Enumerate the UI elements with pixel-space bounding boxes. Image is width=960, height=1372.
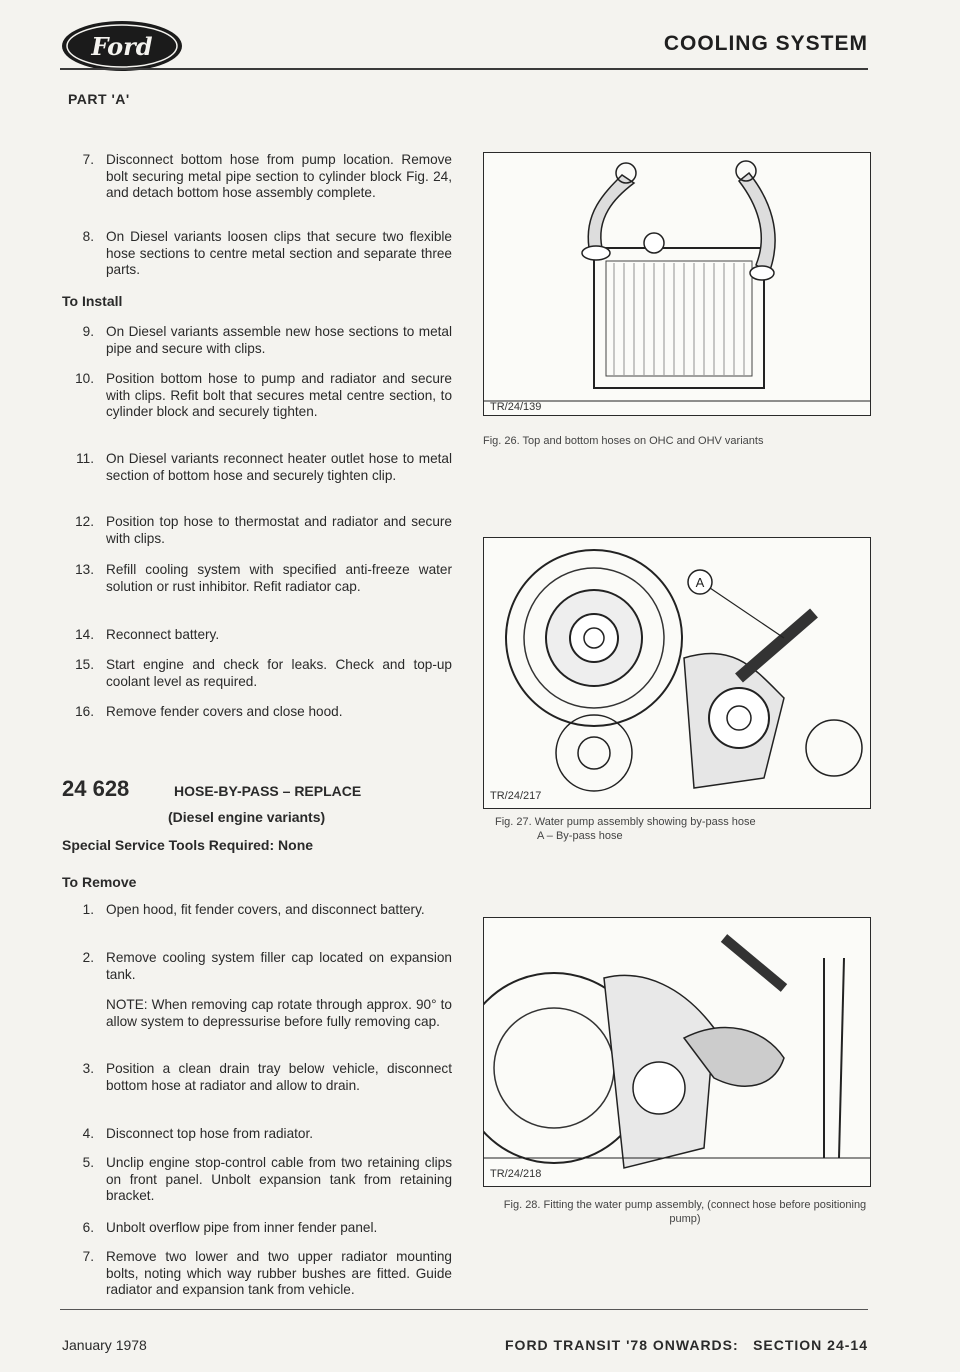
step-number: 13. bbox=[75, 562, 94, 577]
step-text: On Diesel variants loosen clips that secure two flexible hose sections to centre metal section and separate three parts. bbox=[106, 229, 452, 278]
figure-fitting-pump bbox=[483, 917, 871, 1187]
radiator-hoses-illustration bbox=[484, 153, 870, 415]
svg-text:Ford: Ford bbox=[91, 32, 153, 61]
procedure-title: HOSE-BY-PASS – REPLACE bbox=[174, 783, 362, 799]
step-text: Remove cooling system filler cap located on expansion tank. bbox=[106, 950, 452, 982]
footer-book-title: FORD TRANSIT '78 ONWARDS: bbox=[505, 1337, 739, 1353]
procedure-heading bbox=[62, 776, 362, 825]
step-number: 4. bbox=[82, 1126, 94, 1141]
step-text: Open hood, fit fender covers, and disconnect battery. bbox=[106, 902, 425, 917]
step-number: 7. bbox=[82, 1249, 94, 1264]
note-text: NOTE: When removing cap rotate through approx. 90° to allow system to depressurise before fully removing cap. bbox=[106, 997, 452, 1029]
figure-ref: TR/24/217 bbox=[490, 790, 542, 802]
step-text: Unbolt overflow pipe from inner fender panel. bbox=[106, 1220, 378, 1235]
step-number: 1. bbox=[82, 902, 94, 917]
step-text: Position a clean drain tray below vehicle, disconnect bottom hose at radiator and allow to drain. bbox=[106, 1061, 452, 1093]
step-number: 14. bbox=[75, 627, 94, 642]
step-text: Remove fender covers and close hood. bbox=[106, 704, 343, 719]
footer-section: SECTION 24-14 bbox=[753, 1337, 868, 1353]
step-text: Remove two lower and two upper radiator mounting bolts, noting which way rubber bushes are fitted. Guide radiator and expansion tank from vehicle. bbox=[106, 1249, 452, 1298]
section-title: COOLING SYSTEM bbox=[663, 32, 868, 55]
footer-date: January 1978 bbox=[62, 1337, 147, 1353]
ford-logo bbox=[60, 18, 184, 74]
header-rule bbox=[60, 68, 868, 70]
step-number: 5. bbox=[82, 1155, 94, 1170]
remove-heading: To Remove bbox=[62, 874, 137, 890]
part-heading: PART 'A' bbox=[68, 91, 130, 107]
step-text: Position top hose to thermostat and radiator and secure with clips. bbox=[106, 514, 452, 546]
step-number: 8. bbox=[82, 229, 94, 244]
step-text: Start engine and check for leaks. Check and top-up coolant level as required. bbox=[106, 657, 452, 689]
step-number: 12. bbox=[75, 514, 94, 529]
step-text: Refill cooling system with specified anti-freeze water solution or rust inhibitor. Refit radiator cap. bbox=[106, 562, 452, 594]
procedure-subtitle: (Diesel engine variants) bbox=[168, 809, 326, 825]
figure-water-pump bbox=[483, 537, 871, 809]
water-pump-illustration bbox=[484, 538, 870, 808]
step-number: 11. bbox=[76, 451, 94, 466]
figure-ref: TR/24/139 bbox=[490, 401, 542, 413]
figure-caption-key: A – By-pass hose bbox=[537, 830, 623, 842]
step-number: 10. bbox=[75, 371, 94, 386]
install-heading: To Install bbox=[62, 293, 123, 309]
step-number: 7. bbox=[82, 152, 94, 167]
step-number: 6. bbox=[82, 1220, 94, 1235]
step-text: On Diesel variants reconnect heater outlet hose to metal section of bottom hose and securely tighten clip. bbox=[106, 451, 452, 483]
step-number: 16. bbox=[75, 704, 94, 719]
step-number: 9. bbox=[82, 324, 94, 339]
figure-radiator-hoses bbox=[483, 152, 871, 416]
step-text: Unclip engine stop-control cable from two retaining clips on front panel. Unbolt expansion tank from retaining bracket. bbox=[106, 1155, 452, 1204]
step-text: Disconnect top hose from radiator. bbox=[106, 1126, 314, 1141]
fitting-pump-illustration bbox=[484, 918, 870, 1186]
callout-label: A bbox=[695, 575, 705, 590]
figure-ref: TR/24/218 bbox=[490, 1168, 542, 1180]
step-number: 3. bbox=[82, 1061, 94, 1076]
step-text: Position bottom hose to pump and radiator and secure with clips. Refit bolt that secures metal centre section, to cylinder block and securely tighten. bbox=[106, 371, 452, 420]
step-text: Reconnect battery. bbox=[106, 627, 220, 642]
step-text: Disconnect bottom hose from pump location. Remove bolt securing metal pipe section to cylinder block Fig. 24, and detach bottom hose assembly complete. bbox=[106, 152, 452, 201]
step-number: 2. bbox=[82, 950, 94, 965]
figure-caption: Fig. 27. Water pump assembly showing by-pass hose bbox=[495, 816, 756, 828]
footer-rule bbox=[60, 1309, 868, 1310]
step-number: 15. bbox=[75, 657, 94, 672]
tools-required: Special Service Tools Required: None bbox=[62, 837, 314, 853]
figure-caption: Fig. 26. Top and bottom hoses on OHC and OHV variants bbox=[483, 435, 764, 447]
figure-caption: Fig. 28. Fitting the water pump assembly, (connect hose before positioning pump) bbox=[503, 1199, 867, 1225]
step-text: On Diesel variants assemble new hose sections to metal pipe and secure with clips. bbox=[106, 324, 452, 356]
procedure-code: 24 628 bbox=[62, 776, 130, 801]
